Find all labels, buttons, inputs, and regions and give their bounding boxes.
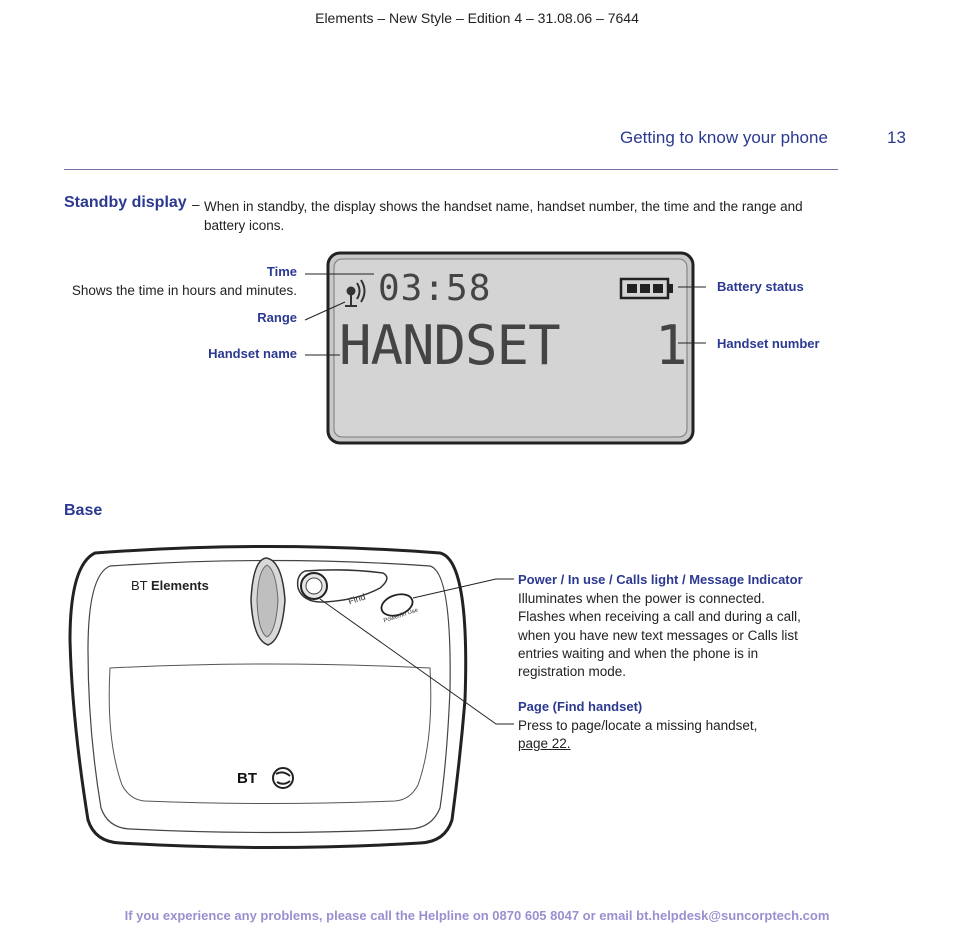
- base-heading: Base: [64, 502, 103, 519]
- standby-heading: Standby display: [64, 194, 187, 211]
- power-key-label: Power/In Use: [382, 607, 420, 625]
- power-callout-line: Illuminates when the power is connected.: [518, 591, 765, 606]
- power-callout-text: [518, 590, 801, 681]
- lcd-handset-number: 1: [655, 314, 688, 377]
- section-title: Getting to know your phone: [620, 128, 828, 147]
- bt-logo-text: BT: [237, 770, 257, 787]
- standby-dash: –: [192, 197, 200, 212]
- power-callout-title: Power / In use / Calls light / Message Indicator: [518, 572, 803, 587]
- base-model: Elements: [151, 578, 209, 593]
- power-callout-line: entries waiting and when the phone is in: [518, 645, 759, 661]
- lcd-handset-name: HANDSET: [339, 314, 560, 377]
- power-callout-line: when you have new text messages or Calls list: [518, 627, 798, 643]
- base-brand: BT: [131, 578, 148, 593]
- battery-status-label: Battery status: [717, 279, 804, 294]
- handset-name-label: Handset name: [208, 346, 297, 361]
- page-callout-text: [518, 717, 757, 754]
- power-callout-line: Flashes when receiving a call and during a call,: [518, 609, 801, 625]
- power-callout-line: registration mode.: [518, 664, 627, 680]
- base-brand-label: [131, 578, 209, 593]
- page-number: 13: [887, 128, 906, 147]
- lcd-time: 03:58: [378, 268, 492, 309]
- page-callout-title: Page (Find handset): [518, 699, 643, 714]
- time-label: Time: [266, 264, 297, 279]
- page-22-link[interactable]: page 22.: [518, 736, 571, 752]
- document-info-line: Elements – New Style – Edition 4 – 31.08.06 – 7644: [315, 10, 639, 26]
- bt-globe-icon: [273, 768, 293, 788]
- helpline-footer: If you experience any problems, please call the Helpline on 0870 605 8047 or email bt.helpdesk@suncorptech.com: [124, 908, 830, 923]
- standby-description: When in standby, the display shows the handset name, handset number, the time and the range and battery icons.: [204, 199, 803, 233]
- range-label: Range: [257, 310, 297, 325]
- find-key-label: Find: [346, 591, 367, 607]
- page-callout-line: Press to page/locate a missing handset,: [518, 718, 758, 733]
- time-description: Shows the time in hours and minutes.: [71, 283, 297, 298]
- handset-number-label: Handset number: [717, 336, 820, 351]
